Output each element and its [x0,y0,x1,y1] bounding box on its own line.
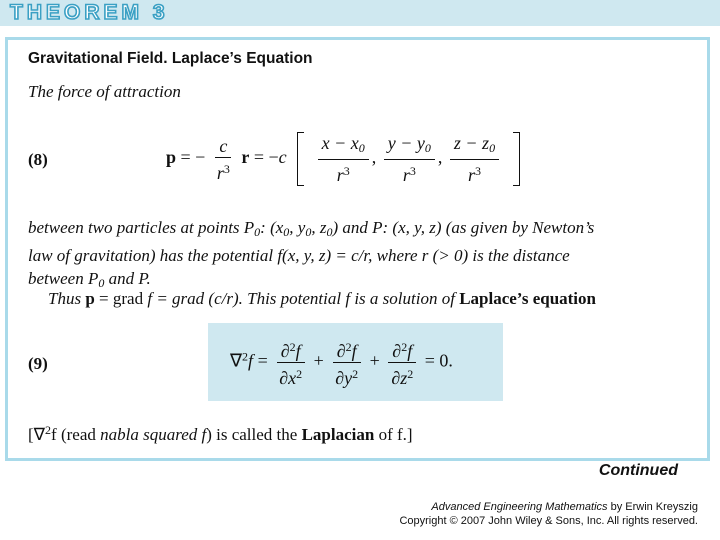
footer-credit [399,500,698,528]
equation-9-number: (9) [28,354,48,373]
eq8-left-bracket [297,132,304,186]
eq8-term-x: $\frac{x - x_0}{r^3}$ [318,133,369,185]
eq9-term-z: $\frac{\partial^2f}{\partial z^2}$ [387,337,417,388]
laplace-equation-term: Laplace’s equation [459,289,596,308]
equation-9: ∇$^2$f = $\frac{\partial^2f}{\partial x^2}$ + $\frac{\partial^2f}{\partial y^2}$ + $\frac{\partial^2f}{\partial z^2}$ = 0. [230,337,453,388]
equation-8-number: (8) [28,150,48,169]
eq9-term-x: $\frac{\partial^2f}{\partial x^2}$ [275,337,306,388]
eq8-frac-c-r3 [213,136,234,183]
eq8-term-y: $\frac{y - y_0}{r^3}$ [384,133,435,185]
eq8-right-bracket [513,132,520,186]
eq8-frac-den: $r^3$ [216,161,230,183]
theorem-label: THEOREM 3 [10,1,169,24]
eq8-term-z: $\frac{z - z_0}{r^3}$ [450,133,499,185]
eq9-term-y: $\frac{\partial^2f}{\partial y^2}$ [331,337,362,388]
eq8-r: r [241,147,250,168]
footer-book-title: Advanced Engineering Mathematics [431,501,608,513]
eq8-p: p [166,147,177,168]
intro-text: The force of attraction [28,82,181,101]
equation-8: p = − $\frac{c}{r^3}$ r = −c $\frac{x - x_0}{r^3}$ , $\frac{y - y_0}{r^3}$ , $\frac{z - z_0}{r^3}$ [166,132,526,186]
theorem-header-band [0,0,720,26]
theorem-title: Gravitational Field. Laplace’s Equation [28,50,313,67]
eq8-c: c [278,147,287,168]
eq8-minus: − [195,147,206,168]
footer-copyright: Copyright © 2007 John Wiley & Sons, Inc. All rights reserved. [399,515,698,527]
laplacian-note: [∇$^2$f (read nabla squared f) is called the Laplacian of f.] [28,423,413,444]
footer-author: by Erwin Kreyszig [607,501,698,513]
paragraph-laplace: Thus p = grad f = grad (c/r). This potential f is a solution of Laplace’s equation [48,289,596,308]
paragraph-potential: between two particles at points $P_0$: ($x_0$, $y_0$, $z_0$) and P: (x, y, z) (as given by Newton’s law of gravitation) has the potential f(x, y, z) = c/r, where r (> 0) is the distance between $P_0$ and P. [28,218,595,290]
laplacian-term: Laplacian [301,425,375,444]
eq8-frac-num: c [215,136,231,158]
continued-label: Continued [598,462,678,479]
eq8-equals: = [180,147,191,168]
